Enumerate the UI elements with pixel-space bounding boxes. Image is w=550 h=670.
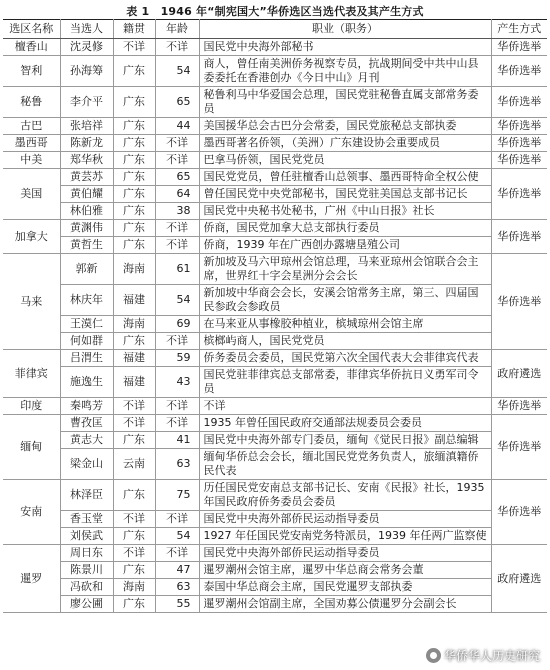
origin-cell: 广东 xyxy=(113,203,155,220)
name-cell: 黄芸苏 xyxy=(60,169,113,186)
age-cell: 不详 xyxy=(155,545,199,562)
name-cell: 秦鸣芳 xyxy=(60,398,113,415)
age-cell: 不详 xyxy=(155,415,199,432)
wechat-logo-icon xyxy=(426,648,441,663)
table-row xyxy=(3,398,547,415)
name-cell: 曹孜匡 xyxy=(60,415,113,432)
table-row xyxy=(3,285,547,316)
name-cell: 林伯雅 xyxy=(60,203,113,220)
name-cell: 林庆年 xyxy=(60,285,113,316)
table-row xyxy=(3,39,547,56)
table-body xyxy=(3,39,547,613)
age-cell: 64 xyxy=(155,186,199,203)
origin-cell: 广东 xyxy=(113,480,155,511)
table-row xyxy=(3,579,547,596)
age-cell: 不详 xyxy=(155,398,199,415)
method-cell: 华侨选举 xyxy=(491,220,547,254)
table-row xyxy=(3,118,547,135)
age-cell: 54 xyxy=(155,56,199,87)
name-cell: 陈景川 xyxy=(60,562,113,579)
origin-cell: 广东 xyxy=(113,118,155,135)
name-cell: 郑华秋 xyxy=(60,152,113,169)
origin-cell: 广东 xyxy=(113,87,155,118)
name-cell: 周日东 xyxy=(60,545,113,562)
method-cell: 华侨选举 xyxy=(491,135,547,152)
method-cell: 华侨选举 xyxy=(491,87,547,118)
header-region: 选区名称 xyxy=(3,20,60,39)
method-cell: 华侨选举 xyxy=(491,169,547,220)
method-cell: 华侨选举 xyxy=(491,254,547,350)
table-row xyxy=(3,367,547,398)
header-method: 产生方式 xyxy=(491,20,547,39)
job-cell: 1927 年任国民党安南党务特派员，1939 年任两广监察使 xyxy=(199,528,491,545)
origin-cell: 海南 xyxy=(113,254,155,285)
age-cell: 54 xyxy=(155,285,199,316)
region-cell: 檀香山 xyxy=(3,39,60,56)
job-cell: 国民党党员，曾任驻檀香山总领事、墨西哥特命全权公使 xyxy=(199,169,491,186)
origin-cell: 广东 xyxy=(113,333,155,350)
method-cell: 华侨选举 xyxy=(491,39,547,56)
method-cell: 华侨选举 xyxy=(491,56,547,87)
table-row xyxy=(3,254,547,285)
origin-cell: 不详 xyxy=(113,398,155,415)
job-cell: 国民党中央海外部侨民运动指导委员 xyxy=(199,511,491,528)
origin-cell: 福建 xyxy=(113,350,155,367)
name-cell: 梁金山 xyxy=(60,449,113,480)
name-cell: 何如群 xyxy=(60,333,113,350)
table-row xyxy=(3,596,547,613)
header-age: 年龄 xyxy=(155,20,199,39)
method-cell: 政府遴选 xyxy=(491,545,547,613)
origin-cell: 广东 xyxy=(113,135,155,152)
region-cell: 菲律宾 xyxy=(3,350,60,398)
age-cell: 不详 xyxy=(155,220,199,237)
name-cell: 廖公圃 xyxy=(60,596,113,613)
method-cell: 华侨选举 xyxy=(491,415,547,480)
job-cell: 国民党中央海外部秘书 xyxy=(199,39,491,56)
job-cell: 1935 年曾任国民政府交通部法规委员会委员 xyxy=(199,415,491,432)
table-row xyxy=(3,135,547,152)
table-row xyxy=(3,333,547,350)
table-row xyxy=(3,237,547,254)
table-row xyxy=(3,169,547,186)
table-row xyxy=(3,449,547,480)
origin-cell: 广东 xyxy=(113,169,155,186)
region-cell: 中美 xyxy=(3,152,60,169)
origin-cell: 不详 xyxy=(113,415,155,432)
job-cell: 国民党中央海外部侨民运动指导委员 xyxy=(199,545,491,562)
age-cell: 65 xyxy=(155,87,199,118)
table-row xyxy=(3,432,547,449)
origin-cell: 广东 xyxy=(113,528,155,545)
origin-cell: 云南 xyxy=(113,449,155,480)
table-row xyxy=(3,186,547,203)
job-cell: 秘鲁利马中华爱国会总理，国民党驻秘鲁直属支部常务委员 xyxy=(199,87,491,118)
table-header-row xyxy=(3,20,547,39)
origin-cell: 广东 xyxy=(113,596,155,613)
name-cell: 黄渊伟 xyxy=(60,220,113,237)
name-cell: 刘侯武 xyxy=(60,528,113,545)
age-cell: 不详 xyxy=(155,135,199,152)
age-cell: 44 xyxy=(155,118,199,135)
origin-cell: 不详 xyxy=(113,39,155,56)
age-cell: 不详 xyxy=(155,511,199,528)
job-cell: 新加坡及马六甲琼州会馆总理，马来亚琼州会馆联合会主席，世界红十字会星洲分会会长 xyxy=(199,254,491,285)
method-cell: 政府遴选 xyxy=(491,350,547,398)
name-cell: 香玉堂 xyxy=(60,511,113,528)
age-cell: 65 xyxy=(155,169,199,186)
age-cell: 59 xyxy=(155,350,199,367)
age-cell: 63 xyxy=(155,579,199,596)
name-cell: 吕渭生 xyxy=(60,350,113,367)
age-cell: 不详 xyxy=(155,333,199,350)
name-cell: 郭新 xyxy=(60,254,113,285)
age-cell: 63 xyxy=(155,449,199,480)
name-cell: 陈新龙 xyxy=(60,135,113,152)
job-cell: 侨务委员会委员，国民党第六次全国代表大会菲律宾代表 xyxy=(199,350,491,367)
header-name: 当选人 xyxy=(60,20,113,39)
table-row xyxy=(3,480,547,511)
age-cell: 61 xyxy=(155,254,199,285)
origin-cell: 广东 xyxy=(113,186,155,203)
watermark-text: 华侨华人历史研究 xyxy=(443,649,540,663)
method-cell: 华侨选举 xyxy=(491,118,547,135)
name-cell: 张培祥 xyxy=(60,118,113,135)
origin-cell: 广东 xyxy=(113,220,155,237)
name-cell: 王漠仁 xyxy=(60,316,113,333)
age-cell: 55 xyxy=(155,596,199,613)
job-cell: 历任国民党安南总支部书记长、安南《民报》社长，1935 年国民政府侨务委员会委员 xyxy=(199,480,491,511)
origin-cell: 广东 xyxy=(113,237,155,254)
age-cell: 不详 xyxy=(155,39,199,56)
age-cell: 38 xyxy=(155,203,199,220)
name-cell: 冯砍和 xyxy=(60,579,113,596)
region-cell: 暹罗 xyxy=(3,545,60,613)
name-cell: 黄伯耀 xyxy=(60,186,113,203)
region-cell: 美国 xyxy=(3,169,60,220)
table-row xyxy=(3,220,547,237)
region-cell: 智利 xyxy=(3,56,60,87)
job-cell: 曾任国民党中央党部秘书，国民党驻美国总支部书记长 xyxy=(199,186,491,203)
origin-cell: 福建 xyxy=(113,285,155,316)
origin-cell: 广东 xyxy=(113,432,155,449)
age-cell: 75 xyxy=(155,480,199,511)
table-row xyxy=(3,87,547,118)
name-cell: 施逸生 xyxy=(60,367,113,398)
method-cell: 华侨选举 xyxy=(491,398,547,415)
representatives-table xyxy=(3,19,547,613)
job-cell: 暹罗潮州会馆副主席，全国劝募公债暹罗分会副会长 xyxy=(199,596,491,613)
region-cell: 缅甸 xyxy=(3,415,60,480)
table-row xyxy=(3,350,547,367)
age-cell: 47 xyxy=(155,562,199,579)
watermark xyxy=(426,647,540,664)
job-cell: 侨商，1939 年在广西创办露塘垦殖公司 xyxy=(199,237,491,254)
age-cell: 不详 xyxy=(155,152,199,169)
origin-cell: 海南 xyxy=(113,316,155,333)
region-cell: 安南 xyxy=(3,480,60,545)
job-cell: 侨商，国民党加拿大总支部执行委员 xyxy=(199,220,491,237)
name-cell: 沈灵修 xyxy=(60,39,113,56)
job-cell: 国民党中央海外部专门委员，缅甸《觉民日报》副总编辑 xyxy=(199,432,491,449)
job-cell: 新加坡中华商会会长，安溪会馆常务主席，第三、四届国民参政会参政员 xyxy=(199,285,491,316)
table-row xyxy=(3,316,547,333)
table-row xyxy=(3,511,547,528)
origin-cell: 广东 xyxy=(113,152,155,169)
name-cell: 孙海筹 xyxy=(60,56,113,87)
job-cell: 在马来亚从事橡胶种植业，槟城琼州会馆主席 xyxy=(199,316,491,333)
age-cell: 不详 xyxy=(155,237,199,254)
job-cell: 美国援华总会古巴分会常委，国民党旅秘总支部执委 xyxy=(199,118,491,135)
origin-cell: 福建 xyxy=(113,367,155,398)
origin-cell: 不详 xyxy=(113,545,155,562)
table-row xyxy=(3,545,547,562)
header-origin: 籍贯 xyxy=(113,20,155,39)
job-cell: 缅甸华侨总会会长，缅北国民党党务负责人，旅缅滇籍侨民代表 xyxy=(199,449,491,480)
region-cell: 秘鲁 xyxy=(3,87,60,118)
table-row xyxy=(3,152,547,169)
job-cell: 暹罗潮州会馆主席，暹罗中华总商会常务会董 xyxy=(199,562,491,579)
table-row xyxy=(3,415,547,432)
job-cell: 国民党中央秘书处秘书，广州《中山日报》社长 xyxy=(199,203,491,220)
region-cell: 古巴 xyxy=(3,118,60,135)
age-cell: 43 xyxy=(155,367,199,398)
method-cell: 华侨选举 xyxy=(491,152,547,169)
region-cell: 马来 xyxy=(3,254,60,350)
name-cell: 黄志大 xyxy=(60,432,113,449)
origin-cell: 广东 xyxy=(113,562,155,579)
header-job: 职业（职务） xyxy=(199,20,491,39)
table-row xyxy=(3,56,547,87)
table-caption: 表 1 1946 年“制宪国大”华侨选区当选代表及其产生方式 xyxy=(126,5,424,18)
table-row xyxy=(3,203,547,220)
age-cell: 54 xyxy=(155,528,199,545)
name-cell: 林泽臣 xyxy=(60,480,113,511)
name-cell: 李介平 xyxy=(60,87,113,118)
origin-cell: 海南 xyxy=(113,579,155,596)
job-cell: 墨西哥著名侨领，（美洲）广东建设协会重要成员 xyxy=(199,135,491,152)
job-cell: 国民党驻菲律宾总支部常委，菲律宾华侨抗日义勇军司令员 xyxy=(199,367,491,398)
region-cell: 墨西哥 xyxy=(3,135,60,152)
method-cell: 华侨选举 xyxy=(491,480,547,545)
age-cell: 69 xyxy=(155,316,199,333)
age-cell: 41 xyxy=(155,432,199,449)
representatives-table-wrapper xyxy=(3,19,547,613)
job-cell: 泰国中华总商会主席，国民党暹罗支部执委 xyxy=(199,579,491,596)
job-cell: 槟榔屿商人，国民党党员 xyxy=(199,333,491,350)
job-cell: 巴拿马侨领，国民党党员 xyxy=(199,152,491,169)
job-cell: 不详 xyxy=(199,398,491,415)
region-cell: 加拿大 xyxy=(3,220,60,254)
job-cell: 商人，曾任南美洲侨务视察专员，抗战期间受中共中山县委委托在香港创办《今日中山》月刊 xyxy=(199,56,491,87)
origin-cell: 广东 xyxy=(113,56,155,87)
name-cell: 黄哲生 xyxy=(60,237,113,254)
region-cell: 印度 xyxy=(3,398,60,415)
table-row xyxy=(3,528,547,545)
origin-cell: 不详 xyxy=(113,511,155,528)
table-row xyxy=(3,562,547,579)
